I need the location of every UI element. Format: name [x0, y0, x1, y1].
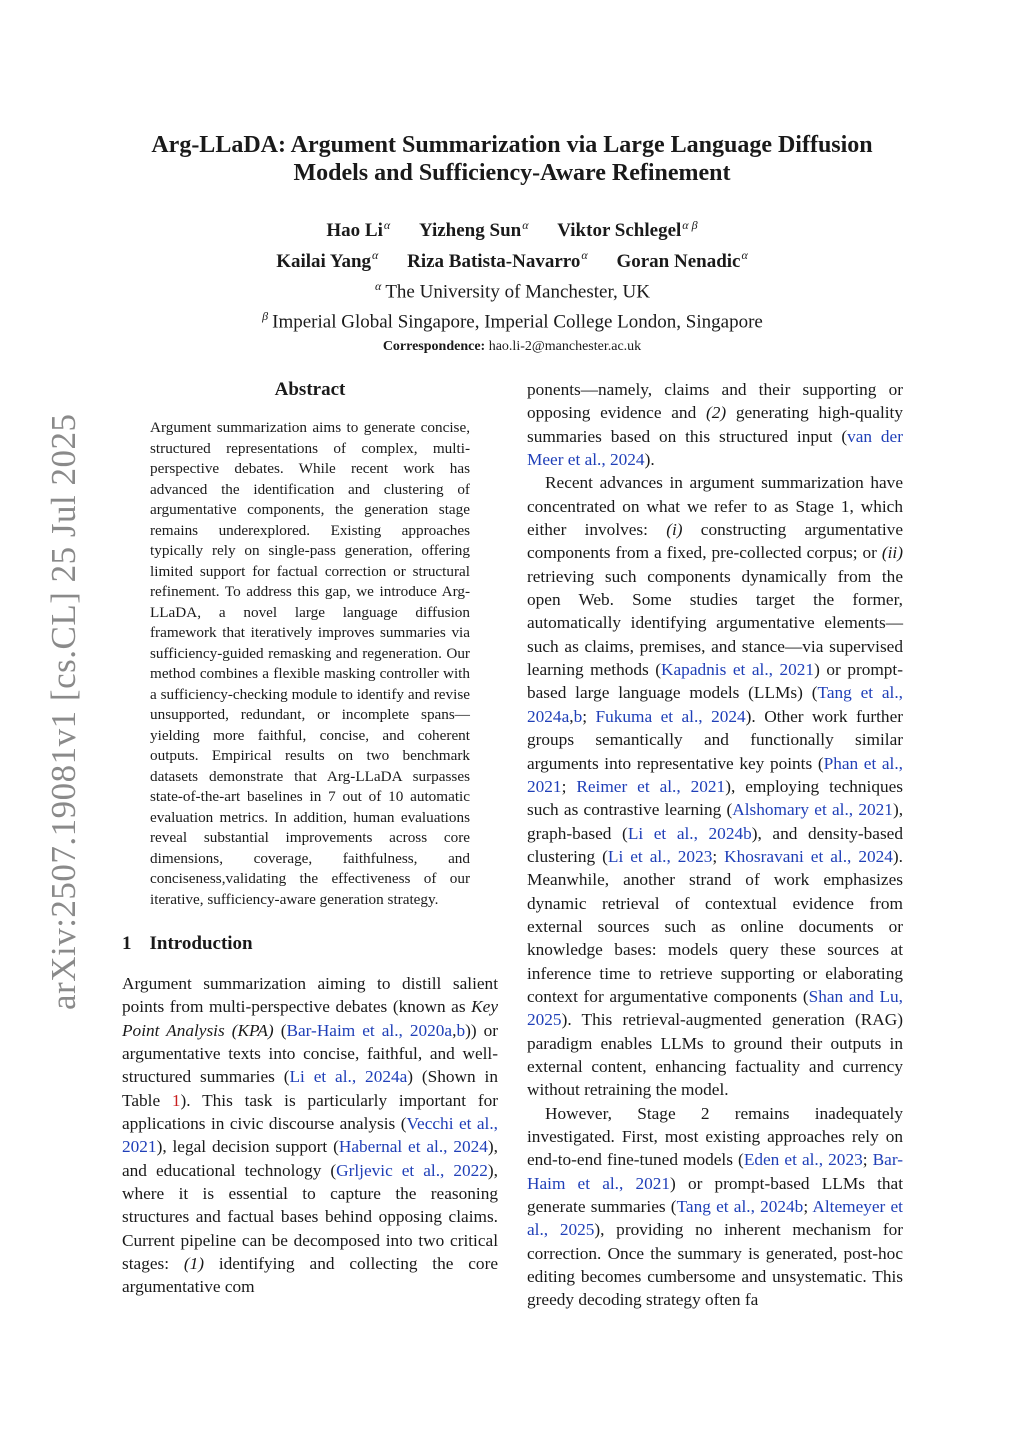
- citation-link[interactable]: Kapadnis et al., 2021: [661, 660, 815, 680]
- paragraph: Recent advances in argument summarization have concentrated on what we refer to as Stage 1, which either involves: (i) constructing argumentative components from a fixed, pre-collected corpus; or (ii) retrieving such components dynamically from the open Web. Some studies target the former, automatically identifying argumentative elements—such as claims, premises, and stance—via supervised learning methods (Kapadnis et al., 2021) or prompt-based large language models (LLMs) (Tang et al., 2024a,b; Fukuma et al., 2024). Other work further groups semantically and functionally similar arguments into representative key points (Phan et al., 2021; Reimer et al., 2021), employing techniques such as contrastive learning (Alshomary et al., 2021), graph-based (Li et al., 2024b), and density-based clustering (Li et al., 2023; Khosravani et al., 2024). Meanwhile, another strand of work emphasizes dynamic retrieval of contextual evidence from external sources such as online documents or knowledge bases: models query these sources at inference time to retrieve supporting or elaborating context for argumentative components (Shan and Lu, 2025). This retrieval-augmented generation (RAG) paradigm enables LLMs to ground their outputs in external content, enhancing factuality and currency without retraining the model.: [527, 473, 904, 1100]
- author-name: Goran Nenadic$^\alpha$: [616, 248, 748, 272]
- paper-title: [110, 131, 914, 187]
- author-name: Hao $Li^\alpha$: [326, 218, 391, 242]
- citation-link[interactable]: Reimer et al., 2021: [576, 776, 726, 796]
- title-line-1: Arg-LLaDA: Argument Summarization via Large Language Diffusion: [151, 132, 873, 158]
- citation-link[interactable]: b: [456, 1020, 466, 1040]
- author-row-1: [110, 213, 914, 243]
- abstract-text: Argument summarization aims to generate concise, structured representations of complex, multi-perspective debates. While recent work has advanced the identification and clustering of argumentative components, the generation stage remains underexplored. Existing approaches typically rely on single-pass generation, offering limited support for factual correction or structural refinement. To address this gap, we introduce Arg-LLaDA, a novel large language diffusion framework that iteratively improves summaries via sufficiency-guided remasking and regeneration. Our method combines a flexible masking controller with a sufficiency-checking module to identify and revise unsupported, redundant, or incomplete spans—yielding more faithful, concise, and coherent outputs. Empirical results on two benchmark datasets demonstrate that Arg-LLaDA surpasses state-of-the-art baselines in 7 out of 10 automatic evaluation metrics. In addition, human evaluations reveal substantial improvements across core dimensions, coverage, faithfulness, and conciseness,validating the effectiveness of our iterative, sufficiency-aware generation strategy.: [150, 419, 470, 908]
- affiliation: $^\beta$ Imperial Global Singapore, Imperial College London, Singapore: [262, 308, 763, 333]
- citation-link[interactable]: Phan et al., 2021: [527, 753, 903, 796]
- author-name: Viktor Schlegel$^{\alpha \beta}$: [557, 218, 698, 242]
- table-reference-link[interactable]: 1: [171, 1090, 181, 1110]
- author-name: Riza Batista-Navarro$^\alpha$: [407, 248, 588, 272]
- author-block: [110, 213, 914, 358]
- citation-link[interactable]: Bar-Haim et al., 2021: [527, 1150, 903, 1193]
- citation-link[interactable]: Li et al., 2024b: [627, 823, 752, 843]
- abstract-heading: Abstract: [274, 379, 346, 400]
- citation-link[interactable]: Tang et al., 2024b: [676, 1197, 804, 1217]
- section-heading-introduction: 1 Introduction: [122, 933, 253, 954]
- author-row-2: [110, 243, 914, 273]
- citation-link[interactable]: Eden et al., 2023: [743, 1150, 863, 1170]
- citation-link[interactable]: Khosravani et al., 2024: [724, 846, 893, 866]
- author-name: Kailai Yang$^\alpha$: [276, 248, 379, 272]
- citation-link[interactable]: Habernal et al., 2024: [338, 1137, 488, 1157]
- author-name: Yizheng Sun$^\alpha$: [418, 218, 529, 242]
- correspondence-email[interactable]: hao.li-2@manchester.ac.uk: [488, 339, 642, 355]
- citation-link[interactable]: Bar-Haim et al., 2020a: [286, 1020, 453, 1040]
- citation-link[interactable]: Alshomary et al., 2021: [732, 800, 893, 820]
- left-column: [122, 378, 498, 1299]
- citation-link[interactable]: Fukuma et al., 2024: [595, 706, 746, 726]
- citation-link[interactable]: van der Meer et al., 2024: [527, 426, 903, 470]
- paragraph: However, Stage 2 remains inadequately investigated. First, most existing approaches rely on end-to-end fine-tuned models (Eden et al., 2023; Bar-Haim et al., 2021) or prompt-based LLMs that generate summaries (Tang et al., 2024b; Altemeyer et al., 2025), providing no inherent mechanism for correction. Once the summary is generated, post-hoc editing becomes cumbersome and unsystematic. This greedy decoding strategy often fa: [527, 1103, 903, 1310]
- arxiv-identifier: arXiv:2507.19081v1 [cs.CL] 25 Jul 2025: [44, 413, 83, 1010]
- citation-link[interactable]: Li et al., 2024a: [289, 1067, 408, 1087]
- right-column: [527, 378, 903, 1312]
- citation-link[interactable]: Altemeyer et al., 2025: [527, 1197, 903, 1240]
- correspondence: Correspondence: hao.li-2@manchester.ac.uk: [382, 339, 642, 355]
- paragraph: Argument summarization aiming to distill salient points from multi-perspective debates (known as Key Point Analysis (KPA) (Bar-Haim et al., 2020a,b)) or argumentative texts into concise, faithful, and well-structured summaries (Li et al., 2024a) (Shown in Table 1). This task is particularly important for applications in civic discourse analysis (Vecchi et al., 2021), legal decision support (Habernal et al., 2024), and educational technology (Grljevic et al., 2022), where it is essential to capture the reasoning structures and factual bases behind opposing claims. Current pipeline can be decomposed into two critical stages: (1) identifying and collecting the core argumentative com: [122, 974, 499, 1297]
- intro-body-left: [122, 972, 498, 1299]
- citation-link[interactable]: Vecchi et al., 2021: [122, 1114, 498, 1157]
- citation-link[interactable]: Grljevic et al., 2022: [336, 1160, 488, 1180]
- title-line-2: Models and Sufficiency-Aware Refinement: [293, 160, 731, 186]
- paragraph: ponents—namely, claims and their supporting or opposing evidence and (2) generating high-quality summaries based on this structured input (van der Meer et al., 2024).: [527, 380, 903, 470]
- citation-link[interactable]: Shan and Lu, 2025: [527, 986, 903, 1030]
- citation-link[interactable]: Tang et al., 2024a: [527, 683, 904, 726]
- affiliation: $^\alpha$ The University of Manchester, UK: [375, 278, 650, 302]
- citation-link[interactable]: Li et al., 2023: [607, 846, 713, 866]
- citation-link[interactable]: b: [573, 706, 583, 726]
